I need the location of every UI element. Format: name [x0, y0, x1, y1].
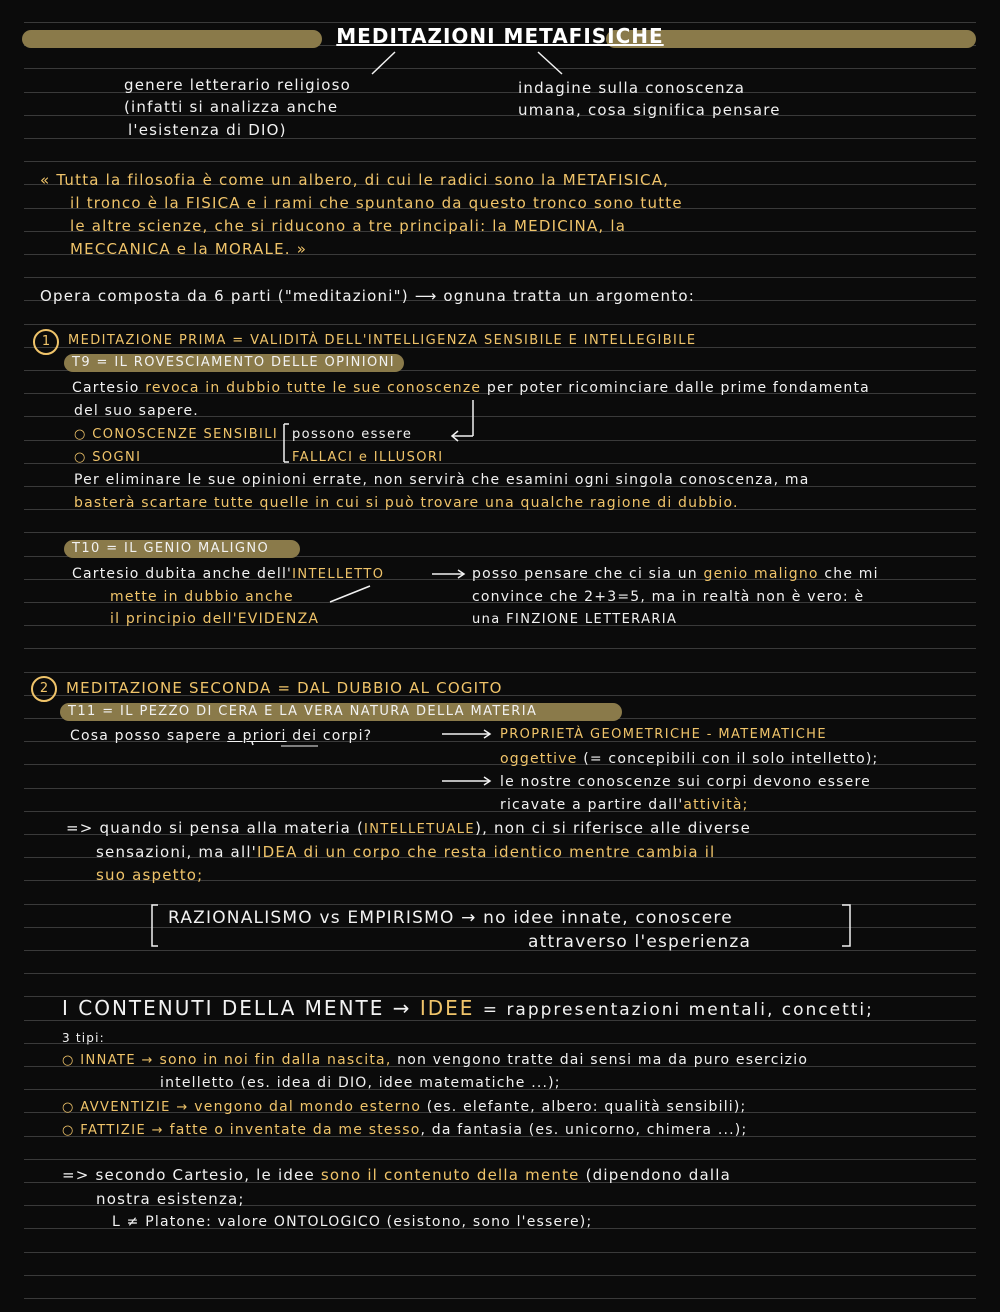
conclusion-2: sensazioni, ma all'IDEA di un corpo che resta identico mentre cambia il [96, 843, 716, 861]
intro-right-1: indagine sulla conoscenza [518, 79, 746, 97]
answer-4: ricavate a partire dall'attività; [500, 797, 749, 813]
bracket-text-1: possono essere [292, 427, 413, 442]
intro-right-2: umana, cosa significa pensare [518, 101, 781, 119]
final-line-1: => secondo Cartesio, le idee sono il contenuto della mente (dipendono dalla [62, 1166, 731, 1184]
answer-3: le nostre conoscenze sui corpi devono essere [500, 774, 871, 790]
med1-line2: del suo sapere. [74, 403, 199, 419]
conclusion-3: suo aspetto; [96, 866, 204, 884]
genio-right-3: una FINZIONE LETTERARIA [472, 612, 678, 627]
final-line-2: nostra esistenza; [96, 1190, 245, 1208]
idea-fattizie: ○ FATTIZIE → fatte o inventate da me stesso, da fantasia (es. unicorno, chimera ...); [62, 1122, 748, 1138]
genio-right-1: posso pensare che ci sia un genio maligno che mi [472, 566, 879, 582]
opera-line: Opera composta da 6 parti ("meditazioni") ⟶ ognuna tratta un argomento: [40, 287, 695, 305]
intro-left-2: (infatti si analizza anche [124, 98, 339, 116]
item-conoscenze-sensibili: ○ CONOSCENZE SENSIBILI [74, 427, 279, 442]
bracket-text-2: FALLACI e ILLUSORI [292, 450, 444, 465]
med1-para-2: basterà scartare tutte quelle in cui si può trovare una qualche ragione di dubbio. [74, 495, 739, 511]
box-line-1: RAZIONALISMO vs EMPIRISMO → no idee innate, conoscere [168, 908, 733, 928]
quote-line-3: le altre scienze, che si riducono a tre principali: la MEDICINA, la [70, 217, 627, 235]
intro-left-1: genere letterario religioso [124, 76, 352, 94]
med1-heading: MEDITAZIONE PRIMA = VALIDITÀ DELL'INTELLIGENZA SENSIBILE E INTELLEGIBILE [68, 333, 697, 348]
genio-line-1: Cartesio dubita anche dell'INTELLETTO [72, 566, 385, 582]
answer-1: PROPRIETÀ GEOMETRICHE - MATEMATICHE [500, 727, 827, 742]
contenuti-heading: I CONTENUTI DELLA MENTE → IDEE = rappresentazioni mentali, concetti; [62, 996, 874, 1020]
item-sogni: ○ SOGNI [74, 450, 142, 465]
number-badge-1: 1 [33, 329, 59, 355]
med2-heading: MEDITAZIONE SECONDA = DAL DUBBIO AL COGITO [66, 679, 503, 697]
conclusion-1: => quando si pensa alla materia (INTELLETUALE), non ci si riferisce alle diverse [66, 819, 752, 837]
number-badge-2: 2 [31, 676, 57, 702]
genio-right-2: convince che 2+3=5, ma in realtà non è vero: è [472, 589, 865, 605]
idea-innate: ○ INNATE → sono in noi fin dalla nascita, non vengono tratte dai sensi ma da puro esercizio [62, 1052, 809, 1068]
question-line: Cosa posso sapere a priori dei corpi? [70, 728, 373, 744]
genio-line-2: mette in dubbio anche [110, 589, 294, 605]
tipi-label: 3 tipi: [62, 1031, 105, 1045]
genio-line-3: il principio dell'EVIDENZA [110, 611, 320, 627]
intro-left-3: l'esistenza di DIO) [128, 121, 287, 139]
t11-label: T11 = IL PEZZO DI CERA E LA VERA NATURA DELLA MATERIA [68, 704, 538, 719]
t9-label: T9 = IL ROVESCIAMENTO DELLE OPINIONI [72, 355, 395, 370]
final-line-3: L ≠ Platone: valore ONTOLOGICO (esistono, sono l'essere); [112, 1214, 593, 1230]
idea-innate-2: intelletto (es. idea di DIO, idee matematiche ...); [160, 1075, 561, 1091]
quote-line-2: il tronco è la FISICA e i rami che spuntano da questo tronco sono tutte [70, 194, 683, 212]
answer-2: oggettive (= concepibili con il solo intelletto); [500, 751, 879, 767]
quote-line-4: MECCANICA e la MORALE. » [70, 240, 308, 258]
med1-line1: Cartesio revoca in dubbio tutte le sue conoscenze per poter ricominciare dalle prime fondamenta [72, 380, 870, 396]
box-line-2: attraverso l'esperienza [528, 932, 752, 952]
quote-line-1: « Tutta la filosofia è come un albero, di cui le radici sono la METAFISICA, [40, 171, 670, 189]
t10-label: T10 = IL GENIO MALIGNO [72, 541, 270, 556]
page-title: MEDITAZIONI METAFISICHE [336, 24, 664, 48]
idea-avventizie: ○ AVVENTIZIE → vengono dal mondo esterno (es. elefante, albero: qualità sensibili); [62, 1099, 747, 1115]
med1-para-1: Per eliminare le sue opinioni errate, non servirà che esamini ogni singola conoscenza, ma [74, 472, 810, 488]
